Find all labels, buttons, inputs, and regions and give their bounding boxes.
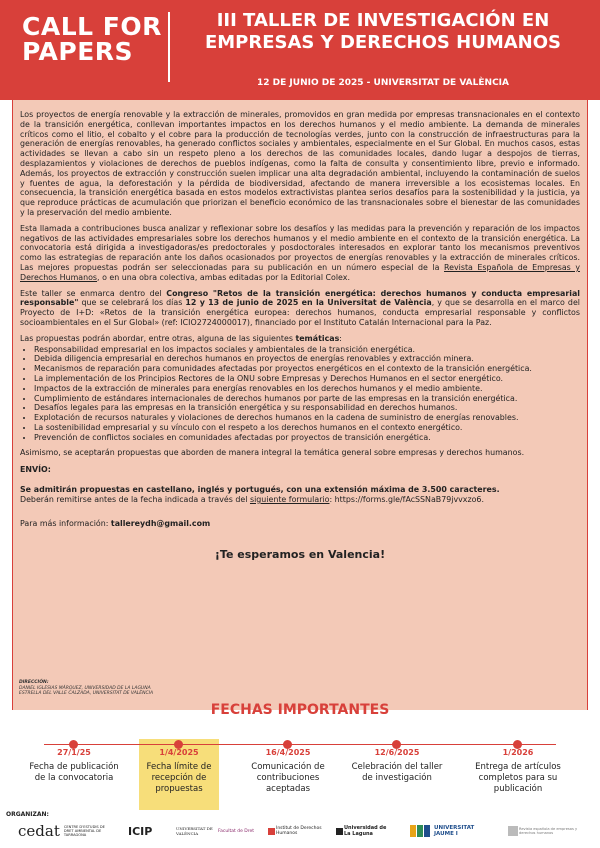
cedat-logo-subtext: CENTRE D'ESTUDIS DE DRET AMBIENTAL DE TARRAGONA [63,825,105,837]
timeline-label: Fecha límite de recepción de propuestas [146,762,212,794]
topics-intro [20,334,580,344]
revista-logo-text: Revista española de empresas y derechos humanos [519,826,578,835]
timeline-date: 16/4/2025 [265,748,311,757]
congress-dates: 12 y 13 de junio de 2025 en la Universitat de València [185,298,432,308]
timeline-label: Fecha de publicación de la convocatoria [29,762,119,783]
director-1: DANIEL IGLESIAS MÁRQUEZ, UNIVERSIDAD DE LA LAGUNA [19,685,151,691]
scope-text: Esta llamada a contribuciones busca analizar y reflexionar sobre los desafíos y las medidas para la prevención y reparación de los impactos negativos de las actividades empresariales sobre los derechos humanos y el medio ambiente en el contexto de la transición energética. La convocatoria está dirigida a investigadoras/es predoctorales y posdoctorales interesados en explorar tanto los mecanismos preventivos como las estrategias de reparación ante los daños ocasionados por proyectos de energías renovables y la extracción de minerales críticos. Las mejores propuestas podrán ser seleccionadas para su publicación en un número especial de la [20,223,580,272]
timeline-label: Entrega de artículos completos para su publicación [475,762,561,794]
event-date-location: 12 DE JUNIO DE 2025 - UNIVERSITAT DE VALÈNCIA [257,78,509,88]
contact-info [20,519,580,529]
uv-faculty-text: Facultat de Dret [218,828,255,834]
timeline-label: Comunicación de contribuciones aceptadas [251,762,325,794]
topics-keyword: temáticas [295,333,340,343]
timeline-item-notification [238,748,338,795]
topic-item: • Impactos de la extracción de minerales para energías renovables en los derechos humanos y el medio ambiente. [34,384,580,394]
context-text-e: , y que se desarrolla en el marco del Proyecto de I+D: «Retos de la transición energética europea: derechos humanos, conducta empresarial responsable y conflictos socioambientales en el Sur Global» (ref: ICIO2724000017), financiado por el Instituto Catalán Internacional para la Paz. [20,298,580,327]
organizer-logos [18,820,588,842]
topic-item: • Responsabilidad empresarial en los impactos sociales y ambientales de la transición energética. [34,345,580,355]
header-divider [168,12,170,82]
contact-email[interactable]: tallereydh@gmail.com [110,518,211,528]
topic-item: • La sostenibilidad empresarial y su vínculo con el respeto a los derechos humanos en el contexto energético. [34,423,580,433]
timeline-date: 1/2026 [502,748,534,757]
uji-mark-2 [417,825,423,837]
revista-logo [508,820,579,842]
uji-mark-3 [424,825,430,837]
ull-logo [336,820,390,842]
timeline-item-articles [468,748,568,795]
context-paragraph [20,289,580,328]
timeline-label: Celebración del taller de investigación [351,762,443,783]
scope-paragraph [20,224,580,283]
submission-instructions [20,495,580,505]
submission-requirements: Se admitirán propuestas en castellano, inglés y portugués, con una extensión máxima de 3.500 caracteres. [20,485,500,495]
idh-logo-text: Institut de Derechos Humanos [276,825,322,836]
ull-mark [336,828,343,835]
closing-message: ¡Te esperamos en Valencia! [214,548,386,562]
uji-logo [410,820,476,842]
general-topic-paragraph: Asimismo, se aceptarán propuestas que aborden de manera integral la temática general sobre empresas y derechos humanos. [20,447,525,457]
call-for-papers-label: CALL FOR PAPERS [22,12,162,66]
uji-mark-1 [410,825,416,837]
revista-mark [508,826,518,836]
topic-item: • Debida diligencia empresarial en derechos humanos en proyectos de energías renovables y extracción minera. [34,354,580,364]
journal-link[interactable]: Revista Española de Empresas y Derechos Humanos [20,262,580,282]
uv-faculty-logo [176,820,254,842]
call-body [20,110,580,560]
timeline-date: 12/6/2025 [374,748,420,757]
uji-logo-text: UNIVERSITAT JAUME I [434,824,475,837]
timeline-date: 27/1/25 [57,748,91,757]
topic-item: • La implementación de los Principios Rectores de la ONU sobre Empresas y Derechos Humanos en el sector energético. [34,374,580,384]
context-text-c: que se celebrará los días [78,298,186,308]
submission-text: Deberán remitirse antes de la fecha indicada a través del [20,494,250,504]
direction-title: DIRECCIÓN: [19,680,49,685]
icip-logo-text: ICIP [128,824,153,838]
intro-paragraph: Los proyectos de energía renovable y la extracción de minerales, promovidos en gran medida por empresas transnacionales en el contexto de la transición energética, conllevan importantes impactos en los derechos humanos y el medio ambiente. La demanda de minerales críticos como el litio, el cobalto y el cobre para la producción de tecnologías verdes, junto con la construcción de infraestructuras para la generación de energías renovables, ha generado conflictos sociales y ambientales, especialmente en el Sur Global. En muchos casos, estas actividades se llevan a cabo sin un respeto pleno a los derechos de las comunidades locales, dando lugar a despojos de tierras, desplazamientos y violaciones de derechos de pueblos indígenas, como la falta de consulta y consentimiento libre, previo e informado. Además, los proyectos de extracción y construcción suelen implicar una alta degradación ambiental, incluyendo la contaminación de suelos y fuentes de agua, la deforestación y la pérdida de biodiversidad, afectando de manera irreversible a los ecosistemas locales. En consecuencia, la transición energética basada en estos modelos extractivistas plantea serios desafíos para la sostenibilidad y la justicia, ya que reproduce prácticas de acumulación que priorizan el beneficio económico de las transnacionales sobre el bienestar de las comunidades y la preservación del medio ambiente. [20,110,580,217]
congress-name: Congreso "Retos de la transición energética: derechos humanos y conducta empresarial responsable" [20,288,580,308]
topic-item: • Desafíos legales para las empresas en la transición energética y su responsabilidad en derechos humanos. [34,403,580,413]
organizers-label: ORGANIZAN: [6,811,49,818]
contact-label: Para más información: [20,518,111,528]
event-title: III TALLER DE INVESTIGACIÓN EN EMPRESAS Y DERECHOS HUMANOS [204,10,562,53]
icip-logo [128,820,152,842]
topic-item: • Explotación de recursos naturales y violaciones de derechos humanos en la cadena de suministro de energías renovables. [34,413,580,423]
idh-mark [268,828,275,835]
header-banner [0,0,600,100]
uv-logo-text: UNIVERSITAT DE VALÈNCIA [176,826,213,836]
topic-item: • Prevención de conflictos sociales en comunidades afectadas por proyectos de transición energética. [34,433,580,443]
idh-logo [268,820,332,842]
ull-logo-text: Universidad de La Laguna [344,825,387,837]
content-panel [12,100,588,710]
topic-item: • Mecanismos de reparación para comunidades afectadas por proyectos energéticos en el contexto de la transición energética. [34,364,580,374]
cedat-logo [18,820,112,842]
timeline-item-publication [24,748,124,784]
topics-intro-text: Las propuestas podrán abordar, entre otras, alguna de las siguientes [20,333,296,343]
scope-text-end: , o en una obra colectiva, ambas editadas por la Editorial Colex. [97,272,350,282]
topics-colon: : [339,333,342,343]
cedat-logo-text: cedat [18,822,60,840]
important-dates-title: FECHAS IMPORTANTES [210,702,390,718]
timeline-line [44,744,556,745]
topics-list [34,345,580,443]
context-text-a: Este taller se enmarca dentro del [20,288,167,298]
director-2: ESTRELLA DEL VALLE CALZADA, UNIVERSITAT DE VALÈNCIA [19,691,154,696]
submission-heading: ENVÍO: [20,465,51,475]
timeline-item-workshop [347,748,447,784]
timeline-item-deadline [129,748,229,795]
topic-item: • Cumplimiento de estándares internacionales de derechos humanos por parte de las empresas en la transición energética. [34,394,580,404]
form-url: : https://forms.gle/fAcSSNaB79jvvxzo6. [329,494,484,504]
direction-credits [19,680,153,697]
form-link[interactable]: siguiente formulario [249,494,330,504]
timeline-date: 1/4/2025 [159,748,199,757]
